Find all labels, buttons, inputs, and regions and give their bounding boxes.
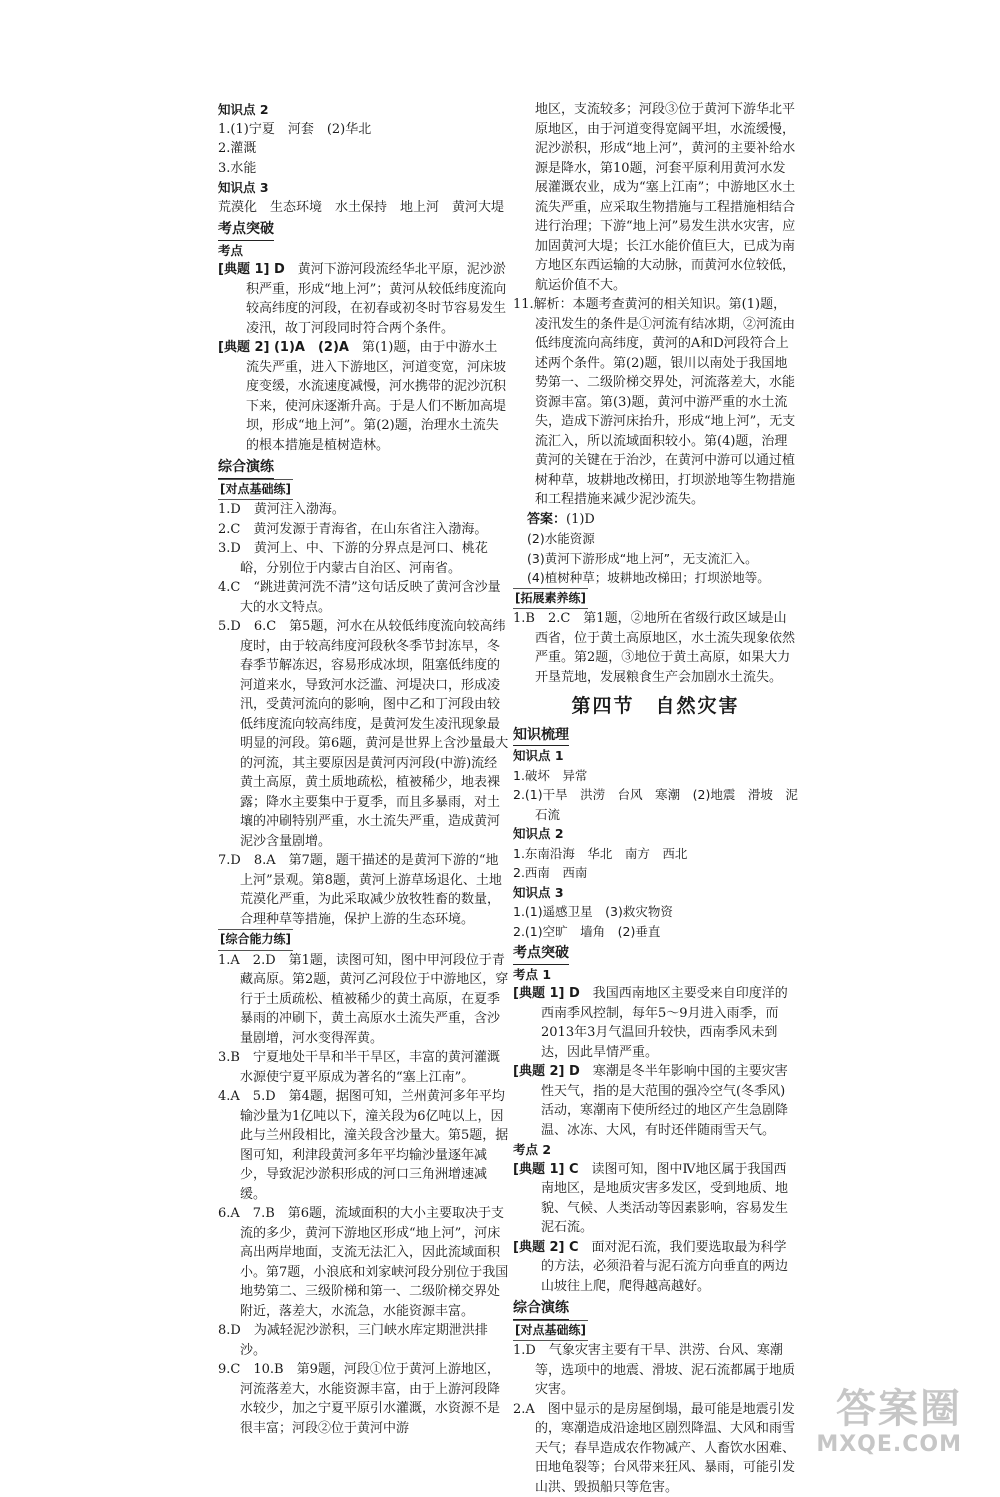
e1-text: 我国西南地区主要受来自印度洋的西南季风控制，每年5～9月进入雨季，而2013年3月气温回升较快，西南季风未到达，因此旱情严重。 [541,986,788,1060]
watermark-logo-text: 答案圈 [816,1386,962,1432]
answer-q5-6: 5.D 6.C 第5题，河水在从较低纬度流向较高纬度时，由于较高纬度河段秋冬季节封冻早，冬春季节解冻迟，容易形成冰坝，阻塞低纬度的河道来水，导致河水泛滥、河堤决口，形成凌汛，受黄河流向的影响，图中乙和丁河段由较低纬度流向较高纬度，是黄河发生凌汛现象最明显的河段。第6题，黄河是世界上含沙量最大的河流，其主要原因是黄河丙河段(中游)流经黄土高原，黄土质地疏松，植被稀少，地表裸露；降水主要集中于夏季，而且多暴雨，对土壤的冲刷特别严重，水土流失严重，造成黄河泥沙含量剧增。 [218,617,510,851]
answer-b8: 8.D 为减轻泥沙淤积，三门峡水库定期泄洪排沙。 [218,1321,510,1360]
answer-q7-8: 7.D 8.A 第7题，题干描述的是黄河下游的“地上河”景观。第8题，黄河上游草场退化、土地荒漠化严重，为此采取减少放牧牲畜的数量，合理种草等措施，保护上游的生态环境。 [218,851,510,929]
dianti2-text: 第(1)题，由于中游水土流失严重，进入下游地区，河道变宽，河床坡度变缓，水流速度减慢，河水携带的泥沙沉积下来，使河床逐渐升高。于是人们不断加高堤坝，形成“地上河”。第(2)题，治理水土流失的根本措施是植树造林。 [246,340,506,453]
answer-b9-10-continued: 地区，支流较多；河段③位于黄河下游华北平原地区，由于河道变得宽阔平坦，水流缓慢，泥沙淤积，形成“地上河”，黄河的主要补给水源是降水，第10题，河套平原利用黄河水发展灌溉农业，成为“塞上江南”；中游地区水土流失严重，应采取生物措施与工程措施相结合进行治理；下游“地上河”易发生洪水灾害，应加固黄河大堤；长江水能价值巨大，已成为南方地区东西运输的大动脉，而黄河水位较低，航运价值不大。 [513,100,798,295]
answer-q11: 11.解析：本题考查黄河的相关知识。第(1)题，凌汛发生的条件是①河流有结冰期，②河流由低纬度流向高纬度，黄河的A和D河段符合上述两个条件。第(2)题，银川以南处于我国地势第一、二级阶梯交界处，河流落差大，水能资源丰富。第(3)题，黄河中游严重的水土流失，造成下游河床抬升，形成“地上河”，无支流汇入，所以流域面积较小。第(4)题，治理黄河的关键在于治沙，在黄河中游可以通过植树种草，坡耕地改梯田，打坝淤地等生物措施和工程措施来减少泥沙流失。 [513,295,798,510]
kp2-line3: 3.水能 [218,159,510,179]
answer-q3: 3.D 黄河上、中、下游的分界点是河口、桃花峪，分别位于内蒙古自治区、河南省。 [218,539,510,578]
chapter-title: 第四节 自然灾害 [513,697,798,717]
answer-11-2: (2)水能资源 [513,529,798,549]
answer-t1-2: 1.B 2.C 第1题，②地所在省级行政区域是山西省，位于黄土高原地区，水土流失现象依然严重。第2题，③地位于黄土高原，如果大力开垦荒地，发展粮食生产会加剧水土流失。 [513,609,798,687]
e3-text: 读图可知，图中Ⅳ地区属于我国西南地区，是地质灾害多发区，受到地质、地貌、气候、人类活动等因素影响，容易发生泥石流。 [541,1162,788,1236]
kaodian1-label: 考点 1 [513,965,798,985]
answer-b3: 3.B 宁夏地处干旱和半干旱区，丰富的黄河灌溉水源使宁夏平原成为著名的“塞上江南”。 [218,1048,510,1087]
kp3-line1: 荒漠化 生态环境 水土保持 地上河 黄河大堤 [218,198,510,218]
kaodian-label: 考点 [218,241,510,261]
e2-text: 寒潮是冬半年影响中国的主要灾害性天气，指的是大范围的强冷空气(冬季风)活动，寒潮南下使所经过的地区产生急剧降温、冰冻、大风，有时还伴随雨雪天气。 [541,1064,788,1138]
subsection-zonghe-nengli: [综合能力练] [218,929,293,951]
e4-text: 面对泥石流，我们要选取最为科学的方法，必须沿着与泥石流方向垂直的两边山坡往上爬，爬得越高越好。 [541,1240,788,1294]
dianti1-text: 黄河下游河段流经华北平原，泥沙淤积严重，形成“地上河”；黄河从较低纬度流向较高纬度的河段，在初春或初冬时节容易发生凌汛，故丁河段同时符合两个条件。 [246,262,506,336]
kp3b-title: 知识点 3 [513,883,798,903]
answer-label: 答案： [527,512,566,527]
watermark-url: MXQE.COM [816,1432,962,1457]
answer-b1-2: 1.A 2.D 第1题，读图可知，图中甲河段位于青藏高原。第2题，黄河乙河段位于中游地区，穿行于土质疏松、植被稀少的黄土高原，在夏季暴雨的冲刷下，黄土高原水土流失严重，含沙量剧增，河水变得浑黄。 [218,951,510,1049]
subsection-tuozhan-suyang: [拓展素养练] [513,588,588,610]
kp2-line1: 1.(1)宁夏 河套 (2)华北 [218,120,510,140]
kp2-title: 知识点 2 [218,100,510,120]
kp3b-line1: 1.(1)遥感卫星 (3)救灾物资 [513,902,798,922]
kp2-line2: 2.灌溉 [218,139,510,159]
section-kaodian-tupo: 考点突破 [218,220,274,241]
kp2b-line2: 2.西南 西南 [513,863,798,883]
kp2b-line1: 1.东南沿海 华北 南方 西北 [513,844,798,864]
answer-b6-7: 6.A 7.B 第6题，流域面积的大小主要取决于支流的多少，黄河下游地区形成“地上河”，河床高出两岸地面，支流无法汇入，因此流域面积小。第7题，小浪底和刘家峡河段分别位于我国地势第二、三级阶梯和第一、二级阶梯交界处附近，落差大，水流急，水能资源丰富。 [218,1204,510,1321]
left-column [218,100,510,1438]
e2-mark: [典题 2] D [513,1064,580,1079]
section-zonghe-yanlian-2: 综合演练 [513,1299,569,1320]
kp3b-line2: 2.(1)空旷 墙角 (2)垂直 [513,922,798,942]
subsection-duidian-jichu: [对点基础练] [218,479,293,501]
dianti1-mark: [典题 1] D [218,262,285,277]
answer-q4: 4.C “跳进黄河洗不清”这句话反映了黄河含沙量大的水文特点。 [218,578,510,617]
e3-mark: [典题 1] C [513,1162,579,1177]
answer-11-4: (4)植树种草；坡耕地改梯田；打坝淤地等。 [513,568,798,588]
section-zonghe-yanlian: 综合演练 [218,458,274,479]
answer-r1: 1.D 气象灾害主要有干旱、洪涝、台风、寒潮等，选项中的地震、滑坡、泥石流都属于地质灾害。 [513,1341,798,1400]
kp1-title: 知识点 1 [513,746,798,766]
kp3-title: 知识点 3 [218,178,510,198]
dianti2-mark: [典题 2] (1)A (2)A [218,340,349,355]
answer-q2: 2.C 黄河发源于青海省，在山东省注入渤海。 [218,520,510,540]
answer-q1: 1.D 黄河注入渤海。 [218,500,510,520]
answer-11-3: (3)黄河下游形成“地上河”，无支流汇入。 [513,549,798,569]
e1-mark: [典题 1] D [513,986,580,1001]
kp1-line1: 1.破坏 异常 [513,766,798,786]
kp2b-title: 知识点 2 [513,824,798,844]
watermark [816,1386,962,1457]
subsection-duidian-jichu-2: [对点基础练] [513,1320,588,1342]
kaodian2-label: 考点 2 [513,1140,798,1160]
answer-11-1: (1)D [566,512,595,527]
answer-b4-5: 4.A 5.D 第4题，据图可知，兰州黄河多年平均输沙量为1亿吨以下，潼关段为6亿吨以上，因此与兰州段相比，潼关段含沙量大。第5题，据图可知，利津段黄河多年平均输沙量逐年减少，导致泥沙淤积形成的河口三角洲增速减缓。 [218,1087,510,1204]
section-kaodian-tupo-2: 考点突破 [513,944,569,965]
answer-r2: 2.A 图中显示的是房屋倒塌，最可能是地震引发的，寒潮造成沿途地区剧烈降温、大风和雨雪天气；春旱造成农作物减产、人畜饮水困难、田地龟裂等；台风带来狂风、暴雨，可能引发山洪、毁损船只等危害。 [513,1400,798,1497]
e4-mark: [典题 2] C [513,1240,579,1255]
right-column [513,100,798,1497]
section-zhishi-shuli: 知识梳理 [513,726,569,747]
kp1-line2: 2.(1)干旱 洪涝 台风 寒潮 (2)地震 滑坡 泥石流 [513,785,798,824]
answer-b9-10: 9.C 10.B 第9题，河段①位于黄河上游地区，河流落差大，水能资源丰富，由于上游河段降水较少，加之宁夏平原引水灌溉，水资源不是很丰富；河段②位于黄河中游 [218,1360,510,1438]
